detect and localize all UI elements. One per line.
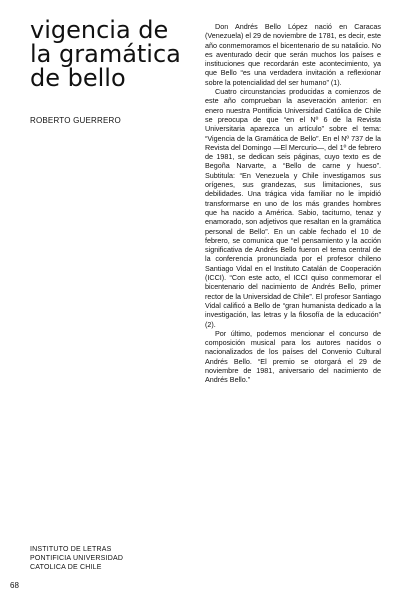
title-line: de bello — [30, 64, 126, 92]
paragraph: Don Andrés Bello López nació en Caracas (Venezuela) el 29 de noviembre de 1781, es decir, este año conmemoramos el bicentenario de su natalicio. No es aventurado decir que serán muchos los países e instituciones que recordarán este acontecimiento, ya que Bello “es una verdadera invitación a reflexionar sobre la potencialidad del ser humano” (1). — [205, 22, 381, 87]
title-line: vigencia de — [30, 16, 169, 44]
paragraph: Cuatro circunstancias producidas a comienzos de este año comprueban la aseveración anterior: en enero nuestra Pontificia Universidad Católica de Chile se preocupa de que “en el Nº 6 de la Revista Universitaria aparezca un artículo” sobre el tema: “Vigencia de la Gramática de Bello”. En el Nº 737 de la Revista del Domingo —El Mercurio—, del 1º de febrero de 1981, se dedican seis páginas, cuyo texto es de Begoña Narvarte, a “Bello de carne y hueso”. Subtitula: “En Venezuela y Chile investigamos sus orígenes, sus grandezas, sus limitaciones, sus debilidades. Una trágica vida familiar no le impidió transformarse en uno de los más grandes hombres que ha nacido a América. Sabio, taciturno, tenaz y enamorado, son adjetivos que resaltan en la gramática personal de Bello”. En un cable fechado el 10 de febrero, se comunica que “el pensamiento y la acción significativa de Andrés Bello fueron el tema central de la conferencia pronunciada por el profesor chileno Santiago Vidal en el Instituto Catalán de Cooperación (ICCI). “Con este acto, el ICCI quiso conmemorar el bicentenario del nacimiento de Andrés Bello, primer rector de la Universidad de Chile”. El profesor Santiago Vidal calificó a Bello de “gran humanista dedicado a la investigación, las letras y la filosofía de la educación” (2). — [205, 87, 381, 329]
title-line: la gramática — [30, 40, 181, 68]
author-name: ROBERTO GUERRERO — [30, 116, 121, 125]
page-number: 68 — [10, 581, 19, 590]
paragraph: Por último, podemos mencionar el concurso de composición musical para los autores nacidos o nacionalizados de los países del Convenio Cultural Andrés Bello. “El premio se otorgará el 29 de noviembre de 1981, aniversario del nacimiento de Andrés Bello.” — [205, 328, 381, 385]
author-affiliation — [30, 545, 200, 572]
affiliation-line: CATOLICA DE CHILE — [30, 564, 102, 571]
body-text — [205, 22, 381, 385]
article-title — [30, 18, 190, 90]
affiliation-line: INSTITUTO DE LETRAS — [30, 546, 112, 553]
affiliation-line: PONTIFICIA UNIVERSIDAD — [30, 555, 124, 562]
